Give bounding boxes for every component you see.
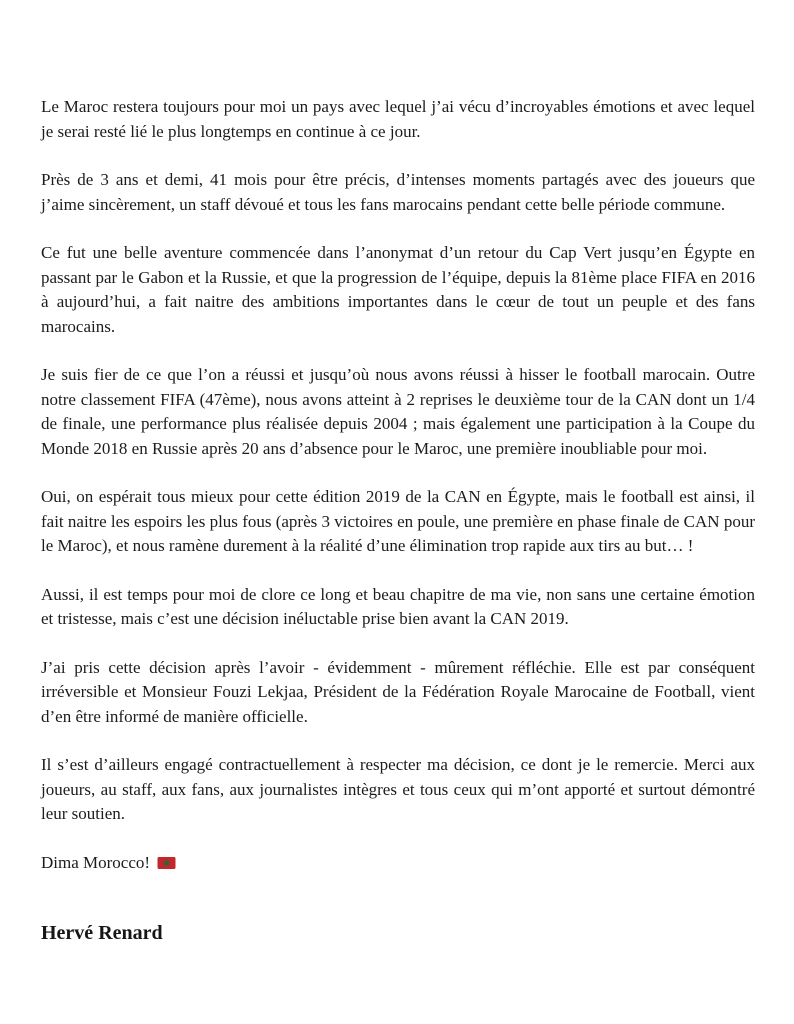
morocco-flag-icon: [157, 856, 176, 870]
letter-paragraph: Je suis fier de ce que l’on a réussi et jusqu’où nous avons réussi à hisser le football marocain. Outre notre classement FIFA (47ème), nous avons atteint à 2 reprises le deuxième tour de la CAN dont un 1/4 de finale, une performance plus réalisée depuis 2004 ; mais également une participation à la Coupe du Monde 2018 en Russie après 20 ans d’absence pour le Maroc, une première inoubliable pour moi.: [41, 365, 755, 458]
letter-paragraph: J’ai pris cette décision après l’avoir - évidemment - mûrement réfléchie. Elle est par conséquent irréversible et Monsieur Fouzi Lekjaa, Président de la Fédération Royale Marocaine de Football, vient d’en être informé de manière officielle.: [41, 657, 755, 726]
letter-paragraph: Le Maroc restera toujours pour moi un pays avec lequel j’ai vécu d’incroyables émotions et avec lequel je serai resté lié le plus longtemps en continue à ce jour.: [41, 97, 755, 141]
closing-line: [41, 851, 755, 876]
letter-paragraph: Ce fut une belle aventure commencée dans l’anonymat d’un retour du Cap Vert jusqu’en Égypte en passant par le Gabon et la Russie, et que la progression de l’équipe, depuis la 81ème place FIFA en 2016 à aujourd’hui, a fait naitre des ambitions importantes dans le cœur de tout un peuple et des fans marocains.: [41, 243, 755, 336]
signature: Hervé Renard: [41, 922, 163, 944]
letter-paragraph: Aussi, il est temps pour moi de clore ce long et beau chapitre de ma vie, non sans une certaine émotion et tristesse, mais c’est une décision inéluctable prise bien avant la CAN 2019.: [41, 584, 755, 628]
letter-paragraph: Il s’est d’ailleurs engagé contractuellement à respecter ma décision, ce dont je le remercie. Merci aux joueurs, au staff, aux fans, aux journalistes intègres et tous ceux qui m’ont apporté et surtout démontré leur soutien.: [41, 755, 755, 823]
letter-paragraph: Oui, on espérait tous mieux pour cette édition 2019 de la CAN en Égypte, mais le football est ainsi, il fait naitre les espoirs les plus fous (après 3 victoires en poule, une première en phase finale de CAN pour le Maroc), et nous ramène durement à la réalité d’une élimination trop rapide aux tirs au but… !: [41, 487, 755, 555]
letter-paragraph: Près de 3 ans et demi, 41 mois pour être précis, d’intenses moments partagés avec des joueurs que j’aime sincèrement, un staff dévoué et tous les fans marocains pendant cette belle période commune.: [41, 170, 755, 214]
letter-body: [41, 95, 755, 827]
closing-text: Dima Morocco!: [41, 852, 151, 872]
